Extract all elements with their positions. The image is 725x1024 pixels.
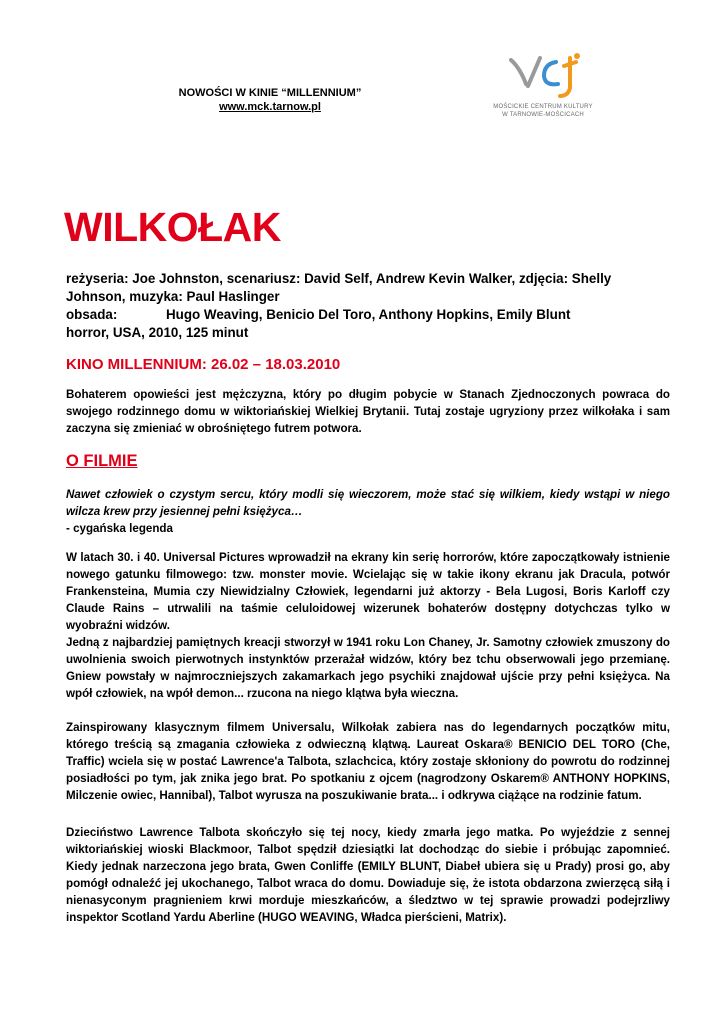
mck-logo [478,44,608,124]
header-title: NOWOŚCI W KINIE “MILLENNIUM” [178,87,362,99]
credits-cast-row [66,306,666,324]
paragraph-4: Dzieciństwo Lawrence Talbota skończyło się tej nocy, kiedy zmarła jego matka. Po wyjeździe z sennej wiktoriańskiej wioski Blackmoor, Talbot spędził dziesiątki lat dochodząc do siebie i próbując zapomnieć. Kiedy jednak narzeczona jego brata, Gwen Conliffe (EMILY BLUNT, Diabeł ubiera się u Prady) prosi go, aby pomógł odnaleźć jej ukochanego, Talbot wraca do domu. Dowiaduje się, że istota obdarzona zwierzęcą siłą i nienasyconym pragnieniem krwi morduje mieszkańców, a śledztwo w tej sprawie prowadzi podejrzliwy inspektor Scotland Yardu Aberline (HUGO WEAVING, Władca pierścieni, Matrix). [66,826,670,924]
quote-text: Nawet człowiek o czystym sercu, który modli się wieczorem, może stać się wilkiem, kiedy wstąpi w niego wilcza krew przy jesiennej pełni księżyca… [66,488,670,518]
logo-caption-line1: MOŚCICKIE CENTRUM KULTURY [493,104,593,110]
credits-line-4: horror, USA, 2010, 125 minut [66,325,249,340]
paragraph-2: Jedną z najbardziej pamiętnych kreacji stworzył w 1941 roku Lon Chaney, Jr. Samotny człowiek zmuszony do uwolnienia swoich pierwotnych instynktów przerażał widzów, który bez tchu obserwowali jego przemianę. Gniew powstały w najmroczniejszych zakamarkach jego psychiki znajdował ujście przy pełni księżyca. Na wpół człowiek, na wpół demon... rzucona na niego klątwa była wieczna. [66,636,670,700]
header-block [140,86,400,114]
logo-orange-stroke [560,58,576,96]
logo-caption-line2: W TARNOWIE-MOŚCICACH [502,112,584,118]
logo-orange-dot [574,53,580,59]
logo-gray-stroke [511,60,526,84]
credits-block [66,270,666,342]
cast-label: obsada: [66,307,118,322]
mck-logo-icon [478,44,608,102]
logo-blue-stroke [544,62,558,84]
paragraph-1: W latach 30. i 40. Universal Pictures wprowadził na ekrany kin serię horrorów, które zapoczątkowały istnienie nowego gatunku filmowego: tzw. monster movie. Wcielając się w takie ikony ekranu jak Dracula, potwór Frankensteina, Mumia czy Niewidzialny Człowiek, legendarni już aktorzy - Bela Lugosi, Boris Karloff czy Claude Rains – utrwalili na taśmie celuloidowej wizerunek bohaterów dostępny dotychczas tylko w wyobraźni widzów. [66,551,670,632]
credits-line-2: Johnson, muzyka: Paul Haslinger [66,289,280,304]
section-title: O FILMIE [66,452,138,470]
paragraph-3: Zainspirowany klasycznym filmem Universalu, Wilkołak zabiera nas do legendarnych początków mitu, którego treścią są zmagania człowieka z odwieczną klątwą. Laureat Oskara® BENICIO DEL TORO (Che, Traffic) wciela się w postać Lawrence'a Talbota, szlachcica, który zostaje skłoniony do powrotu do rodzinnej posiadłości po tym, jak znika jego brat. Po spotkaniu z ojcem (nagrodzony Oskarem® ANTHONY HOPKINS, Milczenie owiec, Hannibal), Talbot wyrusza na poszukiwanie brata... i odkrywa ciążące na rodzinie fatum. [66,721,670,802]
movie-title: WILKOŁAK [64,204,281,250]
website-link[interactable]: www.mck.tarnow.pl [219,101,321,113]
cinema-dates: KINO MILLENNIUM: 26.02 – 18.03.2010 [66,356,341,373]
logo-gray-stroke-2 [528,58,540,86]
synopsis: Bohaterem opowieści jest mężczyzna, który po długim pobycie w Stanach Zjednoczonych powraca do swojego rodzinnego domu w wiktoriańskiej Wielkiej Brytanii. Tutaj zostaje ugryziony przez wilkołaka i sam zaczyna się zmieniać w obrośniętego futrem potwora. [66,388,670,435]
cast-value: Hugo Weaving, Benicio Del Toro, Anthony Hopkins, Emily Blunt [166,307,571,322]
credits-line-1: reżyseria: Joe Johnston, scenariusz: David Self, Andrew Kevin Walker, zdjęcia: Shelly [66,271,612,286]
quote-block [66,486,670,537]
quote-source: - cygańska legenda [66,522,173,535]
